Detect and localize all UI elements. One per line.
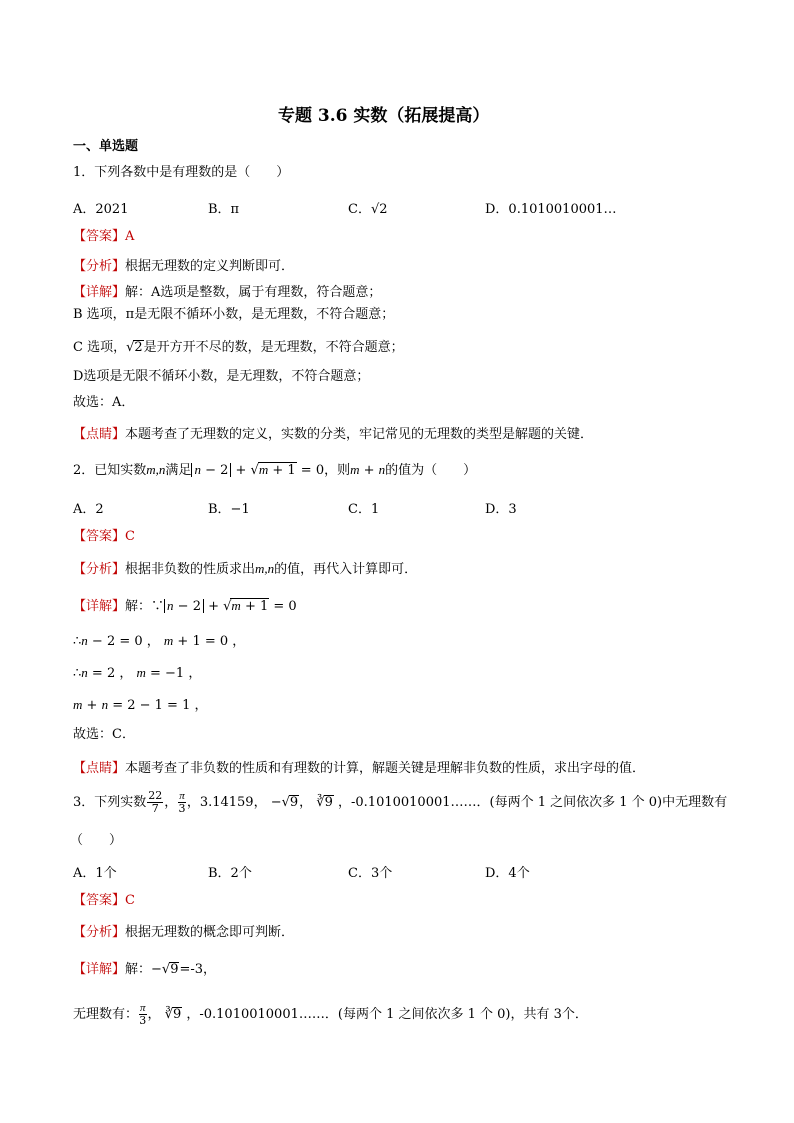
q1-detail-3: C 选项，√2是开方开不尽的数，是无理数，不符合题意； — [73, 340, 404, 355]
q3-final: 无理数有： $\frac{\pi}{3}$ ， ∛9 ，-0.1010010001……．(每两个 1 之间依次多 1 个 0)，共有 3个． — [73, 1002, 588, 1028]
q2-comment — [73, 762, 645, 775]
q3-detail-1: 【详解】解：−√9=-3， — [73, 962, 217, 977]
q1-choose: 故选：A． — [73, 395, 135, 410]
analysis-text-pre: 根据非负数的性质求出 — [125, 562, 256, 577]
q2-analysis: 【分析】根据非负数的性质求出m,n的值，再代入计算即可． — [73, 561, 418, 577]
q2-stem-post: ，则 — [324, 463, 351, 478]
q3-analysis — [73, 926, 294, 939]
answer-tag: 【答案】 — [73, 529, 126, 544]
q2-step-1: ∴n − 2 = 0 ， m + 1 = 0 ， — [73, 633, 246, 649]
q2-answer — [73, 530, 135, 543]
q2-option-c: C．1 — [348, 502, 380, 517]
q2-option-a: A．2 — [73, 502, 104, 517]
q1-analysis — [73, 260, 294, 273]
q3-option-d: D．4个 — [485, 866, 530, 881]
detail-text: 是开方开不尽的数，是无理数，不符合题意； — [143, 340, 404, 355]
analysis-tag: 【分析】 — [73, 259, 126, 274]
q3-stem-end: ．(每两个 1 之间依次多 1 个 0)中无理数有 — [476, 795, 728, 811]
q2-stem-end: 的值为（ ） — [385, 463, 477, 478]
q3-option-c: C．3个 — [348, 866, 393, 881]
q3-option-b: B．2个 — [208, 866, 252, 881]
q3-stem: 3．下列实数 $\frac{22}{7}$ ， $\frac{\pi}{3}$ ，3.14159， −√9， ∛9 ，-0.1010010001……．(每两个 1 之间依次多 1 个 0)中无理数有 — [73, 789, 728, 816]
q2-choose: 故选：C． — [73, 727, 135, 742]
q3-option-a: A．1个 — [73, 866, 117, 881]
q1-option-d: D．0.1010010001… — [485, 202, 617, 217]
detail-tag: 【详解】 — [73, 962, 126, 977]
page-title: 专题 3.6 实数（拓展提高） — [278, 106, 490, 126]
q2-option-b: B．−1 — [208, 502, 250, 517]
q1-option-b: B．π — [208, 202, 240, 217]
q2-step-3: m + n = 2 − 1 = 1 ， — [73, 697, 208, 713]
final-pre: 无理数有： — [73, 1007, 139, 1023]
q2-option-d: D．3 — [485, 502, 517, 517]
q2-detail-1: 【详解】解：∵ n − 2 + √m + 1 = 0 — [73, 598, 297, 614]
analysis-tag: 【分析】 — [73, 925, 126, 940]
q1-answer — [73, 230, 134, 243]
answer-tag: 【答案】 — [73, 229, 126, 244]
detail-text: 解：A选项是整数，属于有理数，符合题意； — [125, 285, 382, 300]
q1-option-a: A．2021 — [73, 202, 129, 217]
comment-text: 本题考查了无理数的定义，实数的分类，牢记常见的无理数的类型是解题的关键． — [125, 427, 594, 442]
analysis-tag: 【分析】 — [73, 562, 126, 577]
comment-tag: 【点睛】 — [73, 427, 126, 442]
q3-paren: （ ） — [70, 833, 123, 848]
answer-tag: 【答案】 — [73, 893, 126, 908]
final-post: ．(每两个 1 之间依次多 1 个 0)，共有 3个． — [324, 1007, 588, 1023]
answer-value: A — [125, 229, 135, 244]
answer-value: C — [125, 529, 135, 544]
q1-detail-2: B 选项，π是无限不循环小数，是无理数，不符合题意； — [73, 307, 395, 322]
q1-comment — [73, 428, 593, 441]
q3-answer — [73, 894, 135, 907]
detail-tag: 【详解】 — [73, 599, 126, 614]
comment-text: 本题考查了非负数的性质和有理数的计算，解题关键是理解非负数的性质，求出字母的值． — [125, 761, 646, 776]
q1-option-c: C．√2 — [348, 202, 388, 217]
detail-tag: 【详解】 — [73, 285, 126, 300]
analysis-text-post: 的值，再代入计算即可． — [274, 562, 418, 577]
analysis-text: 根据无理数的定义判断即可． — [125, 259, 295, 274]
q2-step-2: ∴n = 2 ， m = −1 ， — [73, 665, 202, 681]
section-heading: 一、单选题 — [73, 139, 139, 154]
q2-stem-pre: 2．已知实数 — [73, 463, 147, 478]
q2-stem: 2．已知实数m,n满足 n − 2 + √m + 1 = 0，则m + n的值为（ ） — [73, 462, 477, 478]
answer-value: C — [125, 893, 135, 908]
analysis-text: 根据无理数的概念即可判断． — [125, 925, 295, 940]
q1-detail-1 — [73, 286, 381, 299]
comment-tag: 【点睛】 — [73, 761, 126, 776]
q1-detail-4: D选项是无限不循环小数，是无理数，不符合题意； — [73, 369, 370, 384]
q1-stem: 1．下列各数中是有理数的是（ ） — [73, 165, 290, 180]
